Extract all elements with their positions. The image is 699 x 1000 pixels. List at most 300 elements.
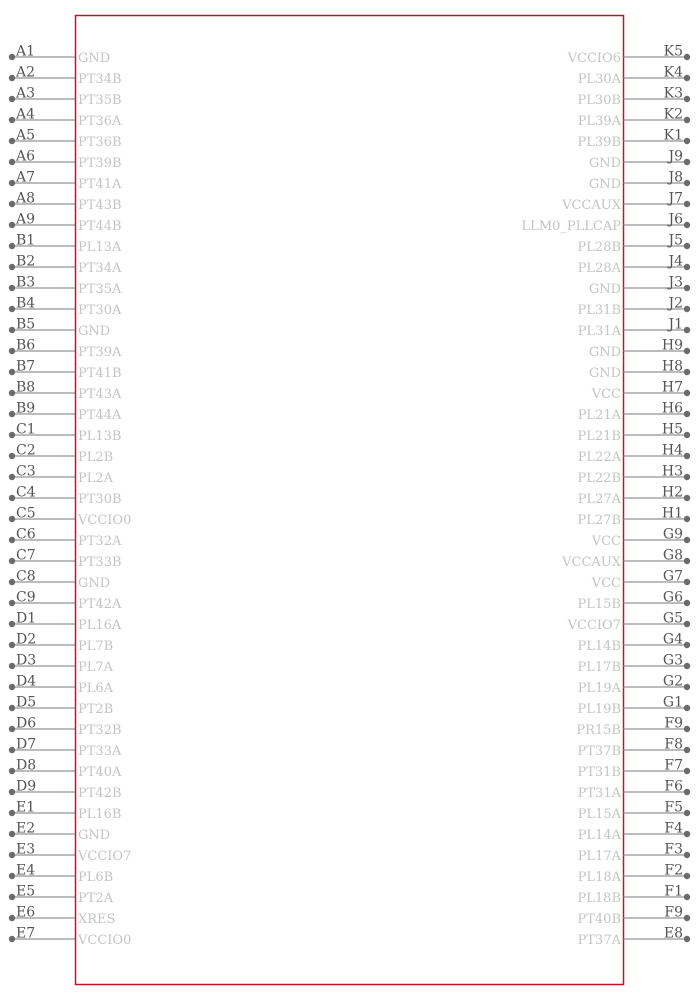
pin-dot: [9, 600, 15, 606]
pin-number: H1: [661, 505, 683, 522]
pin-name: PT41A: [78, 177, 122, 192]
pin-dot: [9, 663, 15, 669]
pin-dot: [684, 558, 690, 564]
pin: [578, 695, 691, 718]
pin: [9, 905, 116, 928]
pin-number: B6: [16, 337, 36, 354]
pin-number: B7: [16, 358, 36, 375]
pin-name: PL39B: [577, 135, 621, 150]
pin-dot: [684, 915, 690, 921]
pin-number: B5: [16, 316, 36, 333]
pin: [591, 569, 690, 592]
pin-name: PL15B: [577, 597, 621, 612]
pin-number: C3: [16, 463, 36, 480]
pin-dot: [9, 768, 15, 774]
pin-name: PT36A: [78, 114, 122, 129]
pin-name: PT34A: [78, 261, 122, 276]
pin-dot: [684, 726, 690, 732]
pin-number: K2: [663, 106, 683, 123]
pin-name: PT31B: [577, 765, 621, 780]
pin-name: GND: [588, 156, 621, 171]
pin-name: GND: [588, 282, 621, 297]
pin-number: H8: [661, 358, 683, 375]
pin-number: F1: [664, 883, 683, 900]
pin-dot: [9, 936, 15, 942]
pin-number: D9: [16, 778, 37, 795]
pin-number: G8: [662, 547, 683, 564]
pin-dot: [684, 390, 690, 396]
pin-name: PL17B: [577, 660, 621, 675]
pin: [9, 548, 122, 571]
pin: [578, 653, 691, 676]
pin-dot: [9, 201, 15, 207]
pin-number: F2: [664, 862, 683, 879]
pin: [578, 128, 691, 151]
pin-dot: [684, 768, 690, 774]
pin-number: J4: [668, 253, 683, 270]
pin-number: E5: [16, 883, 36, 900]
pin-dot: [9, 894, 15, 900]
pin-number: B8: [16, 379, 36, 396]
pin-dot: [9, 705, 15, 711]
pin-dot: [684, 894, 690, 900]
pin-number: F9: [664, 904, 683, 921]
pin-dot: [684, 327, 690, 333]
pin-number: E2: [16, 820, 36, 837]
pin-number: B4: [16, 295, 36, 312]
pin-number: D1: [16, 610, 37, 627]
pin-number: C1: [16, 421, 36, 438]
pin-number: C2: [16, 442, 36, 459]
pin-number: F4: [664, 820, 683, 837]
pin-dot: [684, 600, 690, 606]
pin-number: E4: [16, 862, 36, 879]
pin-dot: [9, 117, 15, 123]
pin-number: H4: [661, 442, 683, 459]
pin: [9, 149, 122, 172]
pin-name: PL7A: [78, 660, 114, 675]
pin-name: GND: [78, 576, 111, 591]
pin-name: PL7B: [78, 639, 114, 654]
pin-number: C4: [16, 484, 36, 501]
pin-number: J2: [668, 295, 683, 312]
pin-number: E1: [16, 799, 36, 816]
pin-name: PT43B: [78, 198, 122, 213]
pin-dot: [684, 264, 690, 270]
pin-dot: [684, 684, 690, 690]
pin-dot: [9, 285, 15, 291]
pin-name: PT2B: [78, 702, 114, 717]
pin: [9, 128, 122, 151]
pin-number: D7: [16, 736, 37, 753]
pin-number: H6: [661, 400, 683, 417]
pin: [577, 737, 690, 760]
pin-name: PL27B: [577, 513, 621, 528]
pin-number: J9: [668, 148, 683, 165]
pin: [9, 86, 122, 109]
pin: [9, 821, 110, 844]
pin-name: PL21B: [577, 429, 621, 444]
pin-dot: [684, 117, 690, 123]
pin: [578, 401, 691, 424]
pin-name: PT35A: [78, 282, 122, 297]
pin-number: F5: [664, 799, 683, 816]
right-pin-group: [522, 44, 691, 949]
pin-name: PL18A: [577, 870, 621, 885]
pin-dot: [9, 537, 15, 543]
pin: [9, 926, 132, 949]
pin: [578, 422, 691, 445]
pin: [578, 107, 691, 130]
pin-name: GND: [78, 828, 111, 843]
pin-dot: [9, 138, 15, 144]
pin-number: F9: [664, 715, 683, 732]
pin: [9, 65, 122, 88]
pin: [9, 674, 114, 697]
pin-name: VCCIO0: [78, 513, 132, 528]
pin-number: E6: [16, 904, 36, 921]
pin-dot: [684, 180, 690, 186]
pin-number: J8: [668, 169, 683, 186]
pin-name: VCCIO7: [567, 618, 621, 633]
pin: [9, 884, 114, 907]
pin-name: PL17A: [577, 849, 621, 864]
pin: [578, 926, 691, 949]
pin-dot: [9, 411, 15, 417]
pin-dot: [684, 831, 690, 837]
pin-name: PT43A: [78, 387, 122, 402]
pin-dot: [9, 348, 15, 354]
pin-dot: [9, 915, 15, 921]
pin-number: F7: [664, 757, 683, 774]
pin-dot: [684, 852, 690, 858]
pin-number: G7: [662, 568, 683, 585]
pin: [576, 716, 690, 739]
pin-name: PL28B: [577, 240, 621, 255]
pin-name: PL30B: [577, 93, 621, 108]
pin-dot: [9, 516, 15, 522]
pin-name: PT42A: [78, 597, 122, 612]
pin-dot: [9, 369, 15, 375]
pin-name: PL27A: [577, 492, 621, 507]
pin-name: VCCAUX: [562, 198, 621, 213]
pin-dot: [684, 810, 690, 816]
pin-dot: [684, 75, 690, 81]
pin: [578, 254, 691, 277]
pin: [567, 611, 691, 634]
pin-name: PL2A: [78, 471, 114, 486]
pin-dot: [9, 159, 15, 165]
pin-name: PT36B: [78, 135, 122, 150]
pin: [578, 506, 691, 529]
pin-name: VCCAUX: [562, 555, 621, 570]
pin: [9, 653, 114, 676]
pin: [9, 527, 122, 550]
pin: [9, 695, 113, 718]
pin-name: PT44A: [78, 408, 122, 423]
pin-number: A5: [16, 127, 36, 144]
pin-name: GND: [588, 345, 621, 360]
pin-dot: [684, 159, 690, 165]
pin: [578, 464, 691, 487]
pin-dot: [684, 789, 690, 795]
pin-dot: [684, 96, 690, 102]
pin-number: B2: [16, 253, 36, 270]
pin-number: G6: [662, 589, 683, 606]
pin-number: B9: [16, 400, 36, 417]
pin-dot: [9, 495, 15, 501]
pin-name: GND: [78, 324, 111, 339]
pin-name: PL19B: [577, 702, 621, 717]
left-pin-group: [9, 44, 132, 949]
pin-number: K4: [663, 64, 683, 81]
pin-name: VCC: [591, 534, 621, 549]
pin: [577, 758, 690, 781]
pin-dot: [9, 243, 15, 249]
pin-number: G4: [662, 631, 683, 648]
pin-number: G2: [662, 673, 683, 690]
pin-name: PL6A: [78, 681, 114, 696]
pin-dot: [9, 810, 15, 816]
pin: [589, 149, 690, 172]
pin-name: PT34B: [78, 72, 122, 87]
pin-dot: [9, 264, 15, 270]
pin-number: C6: [16, 526, 36, 543]
pin: [9, 107, 122, 130]
pin-name: PT44B: [78, 219, 122, 234]
pin-dot: [9, 684, 15, 690]
pin: [9, 401, 122, 424]
pin-name: PL18B: [577, 891, 621, 906]
pin-number: A4: [16, 106, 36, 123]
pin: [9, 170, 122, 193]
pin-name: GND: [78, 51, 111, 66]
pin-number: D5: [16, 694, 37, 711]
pin-name: PL2B: [78, 450, 114, 465]
pin: [9, 842, 132, 865]
pin-number: C9: [16, 589, 36, 606]
pin: [578, 884, 691, 907]
pin: [578, 863, 691, 886]
pin-dot: [684, 369, 690, 375]
pin-name: PT39B: [78, 156, 122, 171]
pin-name: PT32A: [78, 534, 122, 549]
pin-number: B1: [16, 232, 36, 249]
pin-name: PL21A: [577, 408, 621, 423]
pin: [9, 443, 113, 466]
pin-name: PL22B: [577, 471, 621, 486]
pin-number: E8: [663, 925, 683, 942]
pin-dot: [684, 453, 690, 459]
pin-name: PL15A: [577, 807, 621, 822]
pin: [589, 359, 690, 382]
pin: [9, 716, 122, 739]
pin-name: PL31B: [577, 303, 621, 318]
pin-dot: [9, 180, 15, 186]
pin-number: D6: [16, 715, 37, 732]
pin-dot: [684, 306, 690, 312]
pin-number: D3: [16, 652, 37, 669]
pin-dot: [9, 642, 15, 648]
pin-name: PT37A: [577, 933, 621, 948]
pin-dot: [9, 621, 15, 627]
pin-dot: [684, 621, 690, 627]
pin-dot: [9, 222, 15, 228]
pin-dot: [9, 558, 15, 564]
pin-dot: [684, 495, 690, 501]
pin-number: K5: [663, 43, 683, 60]
pin-name: PR15B: [576, 723, 621, 738]
pin: [9, 359, 122, 382]
pin-dot: [9, 852, 15, 858]
pin: [561, 548, 690, 571]
pin: [578, 800, 691, 823]
pin: [591, 527, 690, 550]
component-body: [76, 16, 624, 985]
pin-dot: [684, 873, 690, 879]
pin-name: VCCIO6: [567, 51, 621, 66]
pin-dot: [9, 54, 15, 60]
pin-dot: [684, 642, 690, 648]
pin-name: GND: [588, 177, 621, 192]
pin: [578, 296, 691, 319]
pin-name: VCC: [591, 387, 621, 402]
pin-dot: [684, 348, 690, 354]
pin-dot: [684, 537, 690, 543]
pin-name: PL31A: [577, 324, 621, 339]
pin: [9, 611, 122, 634]
pin-number: A6: [16, 148, 36, 165]
pin: [9, 275, 122, 298]
pin-number: F6: [664, 778, 683, 795]
pin-number: B3: [16, 274, 36, 291]
pin-number: J3: [668, 274, 683, 291]
pin-number: D2: [16, 631, 37, 648]
pin-dot: [684, 201, 690, 207]
pin: [567, 44, 691, 67]
pin-name: PL6B: [78, 870, 114, 885]
pin: [591, 380, 690, 403]
pin-name: PL22A: [577, 450, 621, 465]
pin: [578, 86, 691, 109]
pin-name: PT2A: [78, 891, 114, 906]
pin-name: PT33A: [78, 744, 122, 759]
pin-name: PT41B: [78, 366, 122, 381]
pin-number: G3: [662, 652, 683, 669]
pin-name: PL28A: [577, 261, 621, 276]
pin-name: PL39A: [577, 114, 621, 129]
pin-number: K1: [663, 127, 683, 144]
pin-dot: [9, 831, 15, 837]
pin: [9, 233, 122, 256]
pin: [578, 674, 691, 697]
pin-number: J7: [668, 190, 683, 207]
pin-name: PL14A: [577, 828, 621, 843]
pin: [578, 485, 691, 508]
pin-name: PL19A: [577, 681, 621, 696]
pin: [9, 191, 122, 214]
pin-dot: [9, 432, 15, 438]
pin-name: PT32B: [78, 723, 122, 738]
pin-dot: [684, 54, 690, 60]
pin-name: PT31A: [577, 786, 621, 801]
pin-name: PT33B: [78, 555, 122, 570]
pin-dot: [684, 222, 690, 228]
pin-name: PT40B: [577, 912, 621, 927]
pin-name: PT42B: [78, 786, 122, 801]
pin: [9, 632, 113, 655]
pin-name: PL13B: [78, 429, 122, 444]
pin-name: PT37B: [577, 744, 621, 759]
pin: [578, 233, 691, 256]
pin-dot: [684, 516, 690, 522]
pin-dot: [684, 474, 690, 480]
pin-name: GND: [588, 366, 621, 381]
pin-number: K3: [663, 85, 683, 102]
pin-number: H3: [661, 463, 683, 480]
pin: [9, 737, 122, 760]
pin-name: PT39A: [78, 345, 122, 360]
pin-number: C7: [16, 547, 36, 564]
pin: [9, 44, 110, 67]
pin-dot: [9, 873, 15, 879]
pin-number: E7: [16, 925, 36, 942]
pin: [561, 191, 690, 214]
pin-number: A3: [16, 85, 36, 102]
pin-dot: [9, 579, 15, 585]
pin: [589, 338, 690, 361]
pin-dot: [684, 663, 690, 669]
pin: [522, 212, 691, 235]
pin-number: D4: [16, 673, 37, 690]
pin-number: J5: [668, 232, 683, 249]
pin-dot: [684, 138, 690, 144]
pin-number: J6: [668, 211, 683, 228]
pin-number: H5: [661, 421, 683, 438]
pin-dot: [684, 411, 690, 417]
pin-number: C5: [16, 505, 36, 522]
pin-name: PT35B: [78, 93, 122, 108]
pin-number: F3: [664, 841, 683, 858]
pin-name: PL16B: [78, 807, 122, 822]
pin-dot: [9, 789, 15, 795]
pin-name: PT40A: [78, 765, 122, 780]
pin-number: A2: [16, 64, 36, 81]
pin: [9, 464, 114, 487]
pin: [9, 800, 122, 823]
pin-name: VCC: [591, 576, 621, 591]
pin-number: A7: [16, 169, 36, 186]
pin: [9, 254, 122, 277]
pin-dot: [684, 579, 690, 585]
pin-dot: [9, 747, 15, 753]
pin: [9, 569, 110, 592]
pin-number: H9: [661, 337, 683, 354]
pin-number: F8: [664, 736, 683, 753]
pin-name: LLM0_PLLCAP: [521, 219, 621, 234]
pin: [589, 275, 690, 298]
pin: [578, 317, 691, 340]
pin: [9, 296, 122, 319]
pin-dot: [9, 75, 15, 81]
pin-dot: [684, 285, 690, 291]
pin-dot: [9, 96, 15, 102]
pin-number: A9: [16, 211, 36, 228]
pin: [578, 821, 691, 844]
pin-dot: [684, 747, 690, 753]
pin-dot: [684, 243, 690, 249]
pin-dot: [9, 453, 15, 459]
